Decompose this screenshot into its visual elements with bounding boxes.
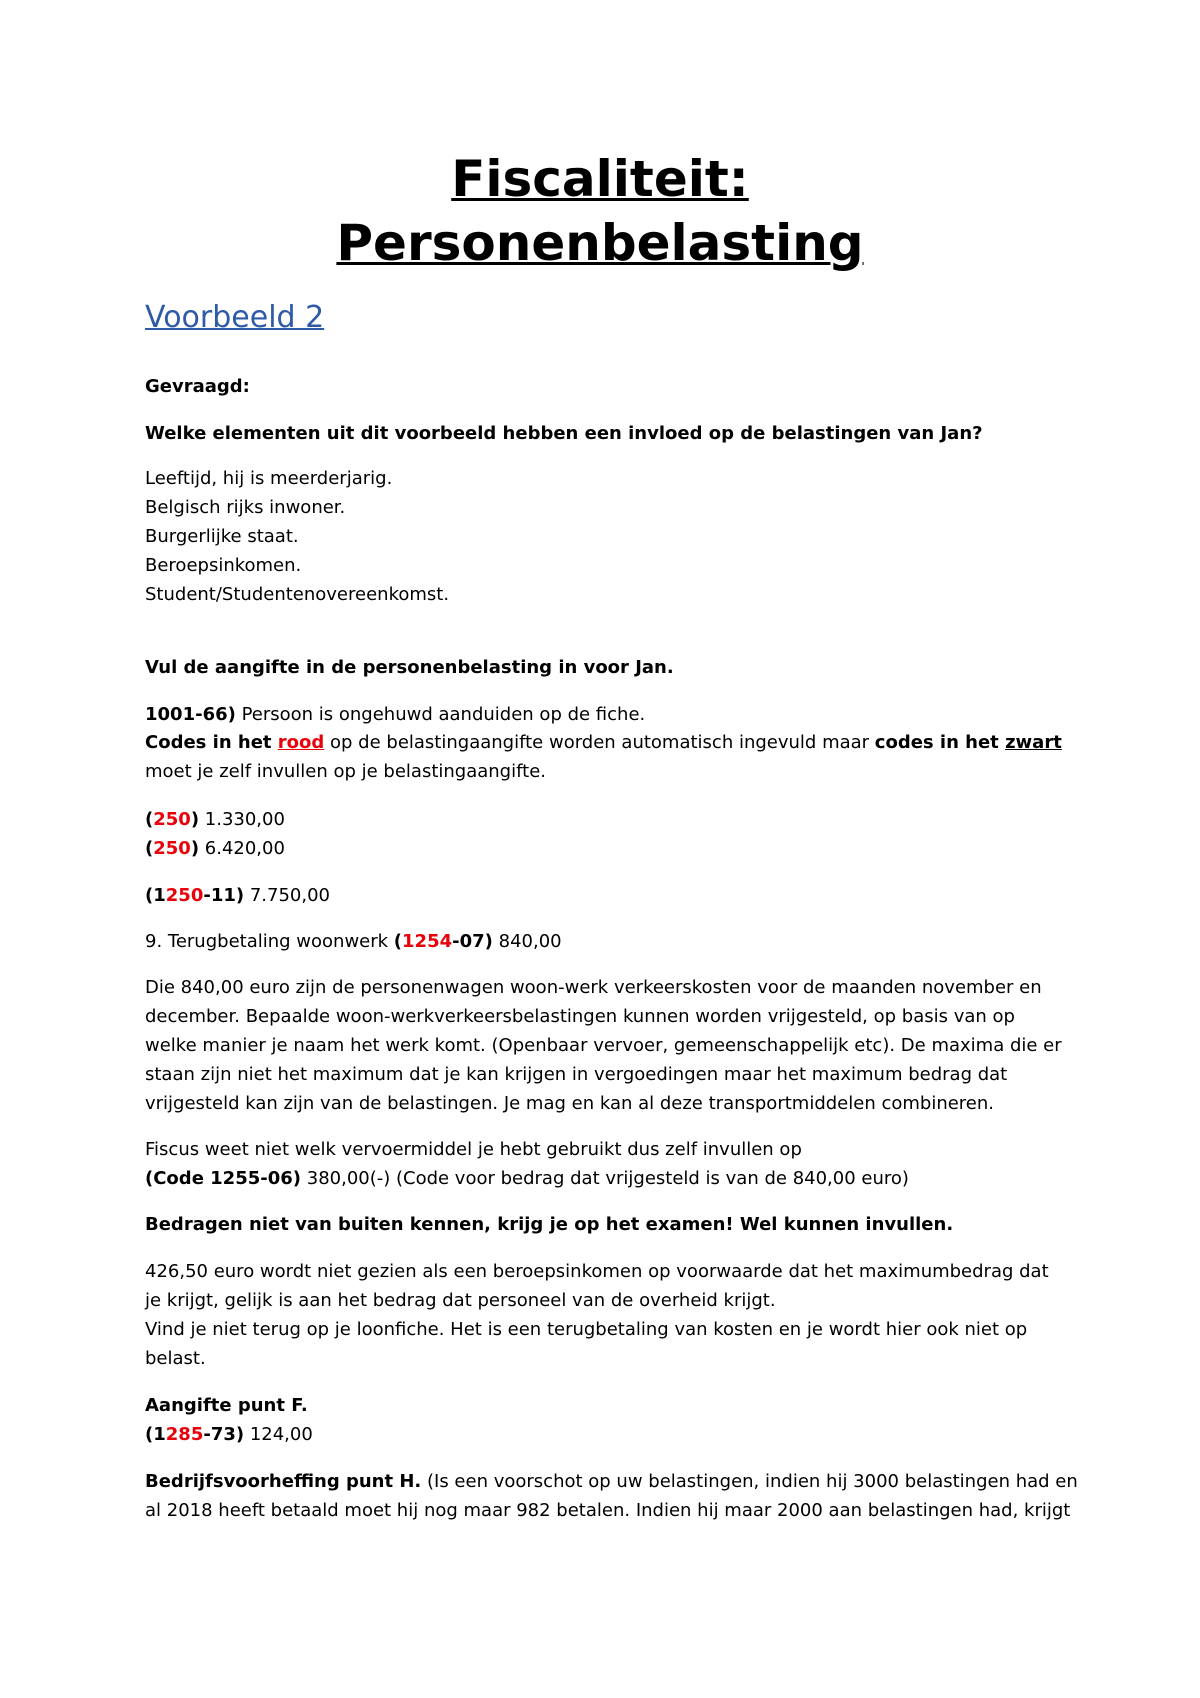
- code-red: 250: [165, 885, 204, 906]
- amount-value: 6.420,00: [199, 838, 285, 859]
- code-label: (Code 1255-06): [145, 1168, 302, 1189]
- terugbetaling-line: [145, 930, 562, 954]
- codes-note-bold: Codes in het: [145, 732, 278, 753]
- list-item: Leeftijd, hij is meerderjarig.: [145, 468, 393, 489]
- fiscus-line-1: Fiscus weet niet welk vervoermiddel je hebt gebruikt dus zelf invullen op: [145, 1139, 802, 1160]
- paragraph-line: staan zijn niet het maximum dat je kan krijgen in vergoedingen maar het maximum bedrag dat: [145, 1064, 1008, 1085]
- list-item: Burgerlijke staat.: [145, 526, 299, 547]
- code-suffix: -11): [203, 885, 245, 906]
- bedrijfsvoorheffing-line-2: al 2018 heeft betaald moet hij nog maar 982 betalen. Indien hij maar 2000 aan belastingen had, krijgt: [145, 1500, 1071, 1521]
- codes-note-bold-2: codes in het: [874, 732, 1006, 753]
- paren-close: ): [190, 809, 200, 830]
- paren-open: (: [393, 931, 403, 952]
- code-label: 1001-66): [145, 704, 236, 725]
- amount-1250: [145, 884, 330, 908]
- question-text: Welke elementen uit dit voorbeeld hebben een invloed op de belastingen van Jan?: [145, 423, 983, 444]
- paren-open: (: [145, 838, 154, 859]
- codes-note-text: op de belastingaangifte worden automatisch ingevuld maar: [324, 732, 875, 753]
- list-item: Student/Studentenovereenkomst.: [145, 584, 450, 605]
- paragraph-line: vrijgesteld kan zijn van de belastingen. Je mag en kan al deze transportmiddelen combineren.: [145, 1093, 995, 1114]
- bedrijfsvoorheffing-text: (Is een voorschot op uw belastingen, indien hij 3000 belastingen had en: [421, 1471, 1078, 1492]
- aangifte-f-heading: Aangifte punt F.: [145, 1395, 308, 1416]
- code-prefix: (1: [145, 885, 166, 906]
- code-red: 285: [165, 1424, 204, 1445]
- amount-value: 1.330,00: [199, 809, 285, 830]
- paragraph-line: belast.: [145, 1348, 206, 1369]
- code-description: Persoon is ongehuwd aanduiden op de fiche.: [235, 704, 646, 725]
- fiscus-line-2: [145, 1167, 909, 1191]
- amount-value: 124,00: [244, 1424, 313, 1445]
- amount-250-b: [145, 837, 285, 861]
- code-red: 250: [153, 838, 191, 859]
- document-title-line-1: Fiscaliteit:: [451, 150, 749, 208]
- amount-250-a: [145, 808, 285, 832]
- amount-1285: [145, 1423, 313, 1447]
- amount-value: 840,00: [492, 931, 562, 952]
- bedrijfsvoorheffing-label: Bedrijfsvoorheffing punt H.: [145, 1471, 422, 1492]
- paren-open: (: [145, 809, 154, 830]
- document-title-line-2: Personenbelasting: [336, 214, 864, 272]
- list-item: Beroepsinkomen.: [145, 555, 302, 576]
- instruction-text: Vul de aangifte in de personenbelasting in voor Jan.: [145, 657, 674, 678]
- code-red: 1254: [402, 931, 453, 952]
- section-heading: Voorbeeld 2: [145, 300, 325, 335]
- paren-close: ): [190, 838, 200, 859]
- fiscus-rest: 380,00(-) (Code voor bedrag dat vrijgesteld is van de 840,00 euro): [301, 1168, 909, 1189]
- codes-note-line-2: moet je zelf invullen op je belastingaangifte.: [145, 761, 546, 782]
- paragraph-line: december. Bepaalde woon-werkverkeersbelastingen kunnen worden vrijgesteld, op basis van op: [145, 1006, 1015, 1027]
- paragraph-line: welke manier je naam het werk komt. (Openbaar vervoer, gemeenschappelijk etc). De maxima die er: [145, 1035, 1062, 1056]
- code-1001-line: [145, 703, 645, 727]
- paragraph-line: 426,50 euro wordt niet gezien als een beroepsinkomen op voorwaarde dat het maximumbedrag dat: [145, 1261, 1049, 1282]
- terugbetaling-label: 9. Terugbetaling woonwerk: [145, 931, 394, 952]
- bedragen-note: Bedragen niet van buiten kennen, krijg je op het examen! Wel kunnen invullen.: [145, 1214, 954, 1235]
- paragraph-line: je krijgt, gelijk is aan het bedrag dat personeel van de overheid krijgt.: [145, 1290, 776, 1311]
- code-suffix: -07): [452, 931, 493, 952]
- paragraph-line: Vind je niet terug op je loonfiche. Het is een terugbetaling van kosten en je wordt hier ook niet op: [145, 1319, 1028, 1340]
- zwart-word: zwart: [1005, 732, 1062, 753]
- codes-note-line-1: [145, 731, 1062, 755]
- code-suffix: -73): [203, 1424, 245, 1445]
- paragraph-line: Die 840,00 euro zijn de personenwagen woon-werk verkeerskosten voor de maanden november en: [145, 977, 1042, 998]
- amount-value: 7.750,00: [244, 885, 330, 906]
- list-item: Belgisch rijks inwoner.: [145, 497, 346, 518]
- rood-word: rood: [277, 732, 325, 753]
- bedrijfsvoorheffing-line-1: [145, 1470, 1078, 1494]
- code-red: 250: [153, 809, 191, 830]
- code-prefix: (1: [145, 1424, 166, 1445]
- gevraagd-label: Gevraagd:: [145, 376, 250, 397]
